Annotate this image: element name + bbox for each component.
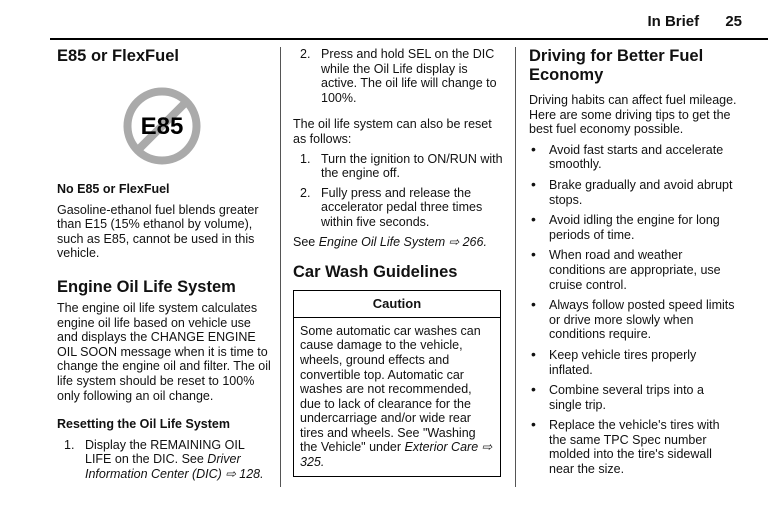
step-text: Press and hold SEL on the DIC while the Oil Life display is active. The oil life will change to 100%. — [321, 47, 497, 105]
bullet-icon: • — [531, 296, 536, 313]
reset-heading: Resetting the Oil Life System — [57, 417, 230, 432]
step-number: 1. — [300, 151, 311, 166]
list-item — [293, 152, 505, 181]
see-prefix: See — [293, 234, 319, 249]
dic-reference-link[interactable]: Driver Information Center (DIC) ⇨ 128. — [85, 452, 264, 481]
no-e85-icon — [122, 86, 202, 166]
caution-box — [293, 290, 501, 477]
bullet-icon: • — [531, 345, 536, 362]
oil-life-body: The engine oil life system calculates engine oil life based on vehicle use and displays the CHANGE ENGINE OIL SOON message when it is time to change the engine oil and filter. The oil life system should be reset to 100% only following an oil change. — [57, 300, 271, 403]
reset-steps-cont — [293, 47, 505, 105]
bullet-icon: • — [531, 381, 536, 398]
e85-heading: E85 or FlexFuel — [57, 47, 179, 65]
bullet-icon: • — [531, 211, 536, 228]
column-1 — [57, 47, 272, 482]
page-number: 25 — [725, 13, 742, 30]
oil-life-reference-link[interactable]: Engine Oil Life System ⇨ 266. — [318, 234, 487, 249]
no-e85-label: No E85 or FlexFuel — [57, 182, 170, 196]
section-title: In Brief — [647, 13, 700, 30]
exterior-care-reference-link[interactable]: Exterior Care ⇨ 325. — [300, 440, 493, 470]
bullet-icon: • — [531, 416, 536, 433]
step-number: 2. — [300, 185, 311, 200]
list-item — [529, 140, 739, 172]
column-divider-1 — [280, 47, 281, 487]
column-3 — [529, 47, 739, 483]
step-text: Fully press and release the accelerator pedal three times within five seconds. — [321, 185, 483, 229]
car-wash-heading: Car Wash Guidelines — [293, 263, 458, 282]
fuel-economy-heading: Driving for Better Fuel Economy — [529, 47, 704, 84]
column-divider-2 — [515, 47, 516, 487]
see-oil-life — [293, 235, 505, 250]
caution-body — [294, 318, 500, 476]
column-2 — [293, 47, 505, 477]
reset-steps — [57, 438, 272, 482]
bullet-icon: • — [531, 246, 536, 263]
e85-body: Gasoline-ethanol fuel blends greater than E15 (15% ethanol by volume), such as E85, cannot be used in this vehicle. — [57, 202, 259, 261]
list-item — [293, 47, 505, 105]
list-item — [529, 175, 739, 207]
list-item — [529, 213, 739, 242]
tip-text: Avoid idling the engine for long periods of time. — [549, 213, 720, 242]
list-item — [529, 298, 739, 342]
bullet-icon: • — [531, 175, 536, 192]
list-item — [529, 383, 739, 412]
fuel-economy-intro: Driving habits can affect fuel mileage. Here are some driving tips to get the best fuel economy possible. — [529, 93, 737, 137]
tip-text: Combine several trips into a single trip. — [549, 383, 704, 412]
oil-life-heading: Engine Oil Life System — [57, 277, 236, 296]
tip-text: Replace the vehicle's tires with the same TPC Spec number molded into the tire's sidewall near the size. — [549, 418, 720, 477]
step-number: 2. — [300, 47, 311, 61]
list-item — [293, 186, 505, 230]
list-item — [529, 345, 739, 377]
alt-reset-intro: The oil life system can also be reset as follows: — [293, 117, 492, 146]
list-item — [57, 438, 272, 482]
driving-tips-list — [529, 140, 739, 477]
caution-text: Some automatic car washes can cause damage to the vehicle, wheels, ground effects and convertible top. Automatic car washes are not recommended, due to lack of clearance for the undercarriage and/or wide rear tires and wheels. See "Washing the Vehicle" under — [300, 323, 481, 455]
list-item — [529, 418, 739, 476]
alt-reset-steps — [293, 152, 505, 230]
header-rule — [50, 38, 768, 40]
list-item — [529, 248, 739, 292]
step-number: 1. — [64, 437, 75, 452]
tip-text: Always follow posted speed limits or drive more slowly when conditions require. — [549, 298, 735, 342]
page-header — [647, 13, 742, 30]
step-text: Display the REMAINING OIL LIFE on the DIC. See — [85, 437, 245, 467]
tip-text: When road and weather conditions are appropriate, use cruise control. — [549, 248, 721, 292]
bullet-icon: • — [531, 140, 536, 157]
tip-text: Avoid fast starts and accelerate smoothly. — [549, 142, 724, 172]
tip-text: Brake gradually and avoid abrupt stops. — [549, 177, 733, 207]
caution-title: Caution — [294, 291, 500, 318]
tip-text: Keep vehicle tires properly inflated. — [549, 347, 697, 377]
e85-icon-text: E85 — [140, 113, 184, 140]
step-text: Turn the ignition to ON/RUN with the engine off. — [321, 151, 503, 181]
